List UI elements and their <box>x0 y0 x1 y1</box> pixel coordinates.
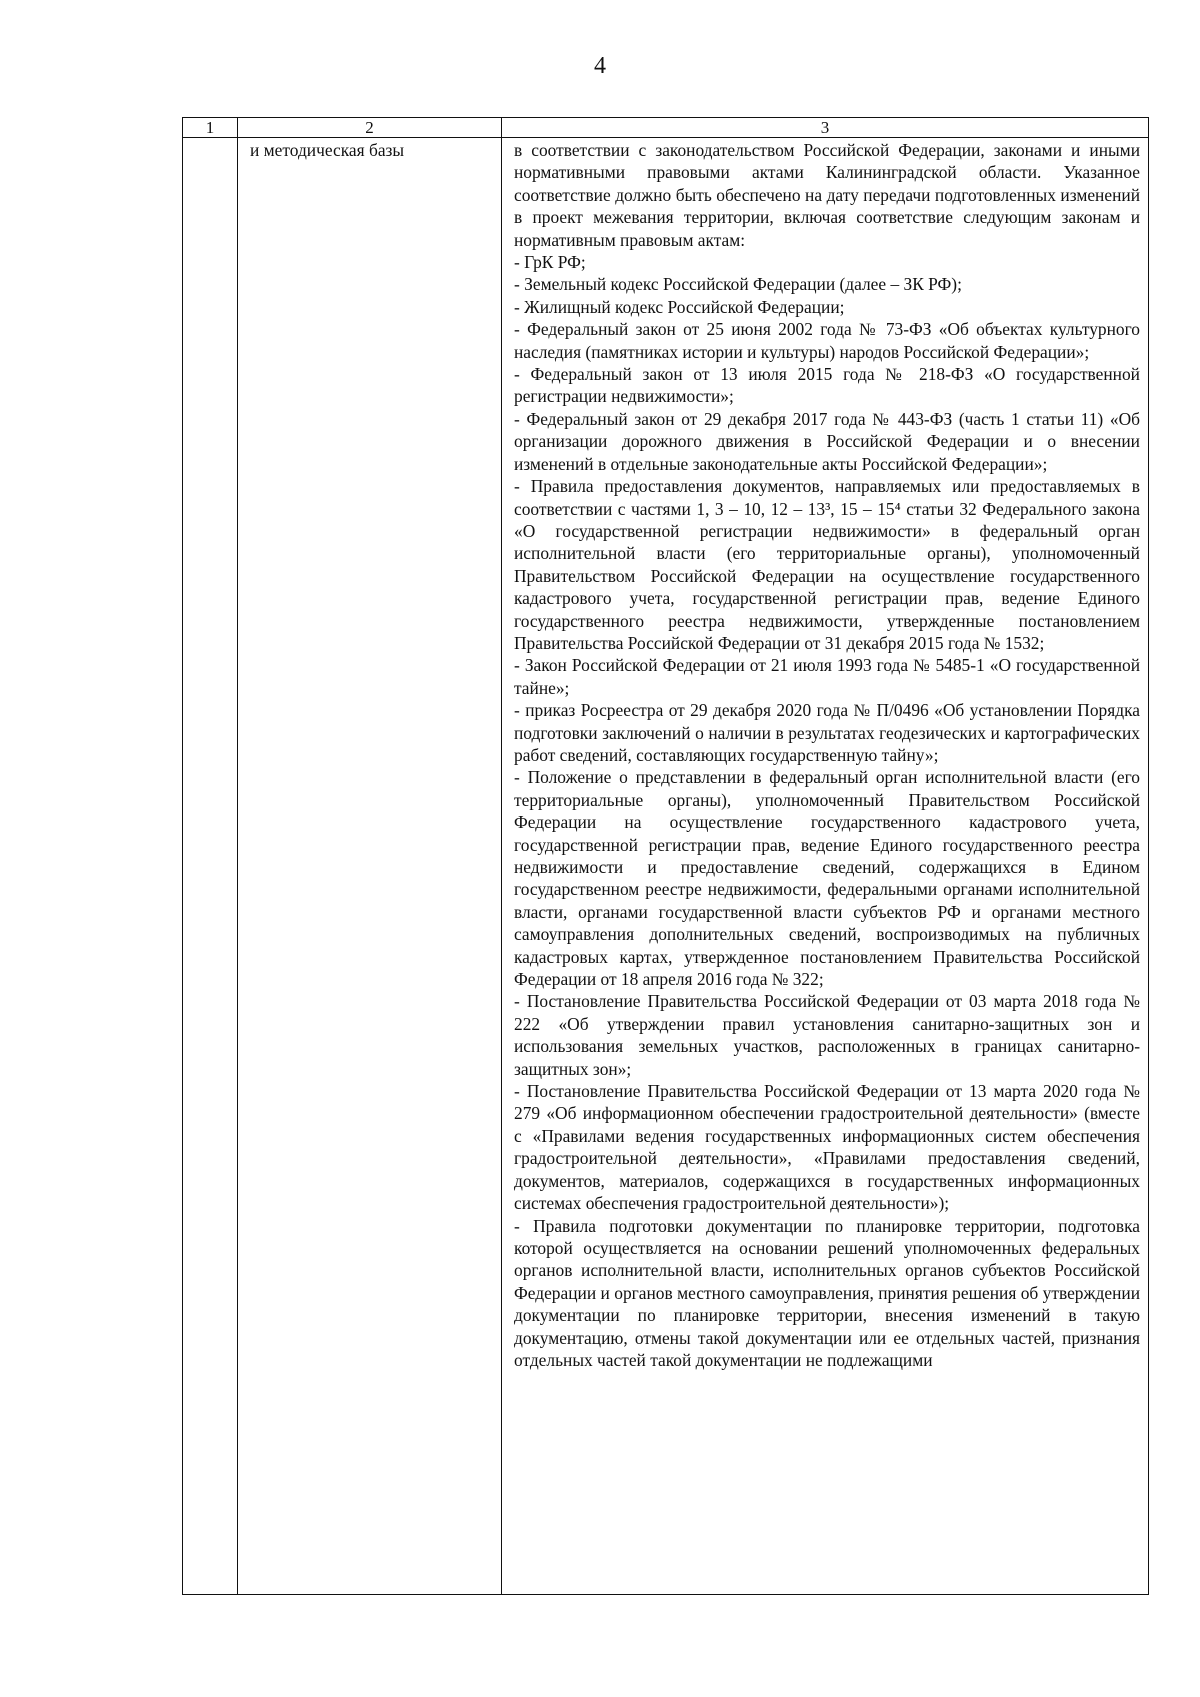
requirements-table <box>182 117 1149 1595</box>
content-paragraph: - Федеральный закон от 29 декабря 2017 года № 443-ФЗ (часть 1 статьи 11) «Об организации дорожного движения в Российской Федерации и о внесении изменений в отдельные законодательные акты Российской Федерации»; <box>514 408 1140 474</box>
table-header-row <box>183 118 1149 138</box>
content-paragraph: - Постановление Правительства Российской Федерации от 03 марта 2018 года № 222 «Об утверждении правил установления санитарно-защитных зон и использования земельных участков, расположенных в границах санитарно-защитных зон»; <box>514 991 1140 1079</box>
content-paragraph: - Федеральный закон от 25 июня 2002 года № 73-ФЗ «Об объектах культурного наследия (памятниках истории и культуры) народов Российской Федерации»; <box>514 319 1140 362</box>
table-row <box>183 138 1149 1595</box>
column-number-1: 1 <box>183 118 238 138</box>
content-paragraph: - Правила предоставления документов, направляемых или предоставляемых в соответствии с частями 1, 3 – 10, 12 – 13³, 15 – 15⁴ статьи 32 Федерального закона «О государственной регистрации недвижимости» в федеральный орган исполнительной власти (его территориальные органы), уполномоченный Правительством Российской Федерации на осуществление государственного кадастрового учета, государственной регистрации прав, ведение Единого государственного реестра недвижимости, утвержденные постановлением Правительства Российской Федерации от 31 декабря 2015 года № 1532; <box>514 476 1140 653</box>
content-paragraph: - Земельный кодекс Российской Федерации (далее – ЗК РФ); <box>514 274 962 295</box>
content-paragraph: в соответствии с законодательством Российской Федерации, законами и иными нормативными правовыми актами Калининградской области. Указанное соответствие должно быть обеспечено на дату передачи подготовленных изменений в проект межевания территории, включая соответствие следующим законам и нормативным правовым актам: <box>514 140 1140 250</box>
content-paragraph: - ГрК РФ; <box>514 252 586 273</box>
item-name-cell: и методическая базы <box>238 138 502 1595</box>
content-paragraph: - Положение о представлении в федеральный орган исполнительной власти (его территориальные органы), уполномоченный Правительством Российской Федерации на осуществление государственного кадастрового учета, государственной регистрации прав, ведение Единого государственного реестра недвижимости и предоставление сведений, содержащихся в Едином государственном реестре недвижимости, федеральными органами исполнительной власти, органами государственной власти субъектов РФ и органами местного самоуправления дополнительных сведений, воспроизводимых на публичных кадастровых картах, утвержденное постановлением Правительства Российской Федерации от 18 апреля 2016 года № 322; <box>514 767 1140 990</box>
page-number: 4 <box>594 53 606 79</box>
content-paragraph: - Федеральный закон от 13 июля 2015 года № 218-ФЗ «О государственной регистрации недвижимости»; <box>514 364 1140 407</box>
content-paragraph: - Постановление Правительства Российской Федерации от 13 марта 2020 года № 279 «Об информационном обеспечении градостроительной деятельности» (вместе с «Правилами ведения государственных информационных систем обеспечения градостроительной деятельности», «Правилами предоставления сведений, документов, материалов, содержащихся в государственных информационных системах обеспечения градостроительной деятельности»); <box>514 1081 1140 1214</box>
content-paragraph: - Закон Российской Федерации от 21 июля 1993 года № 5485-1 «О государственной тайне»; <box>514 655 1140 698</box>
column-number-3: 3 <box>502 118 1149 138</box>
content-paragraph: - Правила подготовки документации по планировке территории, подготовка которой осуществляется на основании решений уполномоченных федеральных органов исполнительной власти, исполнительных органов субъектов Российской Федерации и органов местного самоуправления, принятия решения об утверждении документации по планировке территории, внесения изменений в такую документацию, отмены такой документации или ее отдельных частей, признания отдельных частей такой документации не подлежащими <box>514 1215 1140 1370</box>
item-content-cell <box>502 138 1149 1595</box>
content-paragraph: - приказ Росреестра от 29 декабря 2020 года № П/0496 «Об установлении Порядка подготовки заключений о наличии в результатах геодезических и картографических работ сведений, составляющих государственную тайну»; <box>514 700 1140 765</box>
content-paragraph: - Жилищный кодекс Российской Федерации; <box>514 296 845 317</box>
row-index-cell <box>183 138 238 1595</box>
column-number-2: 2 <box>238 118 502 138</box>
